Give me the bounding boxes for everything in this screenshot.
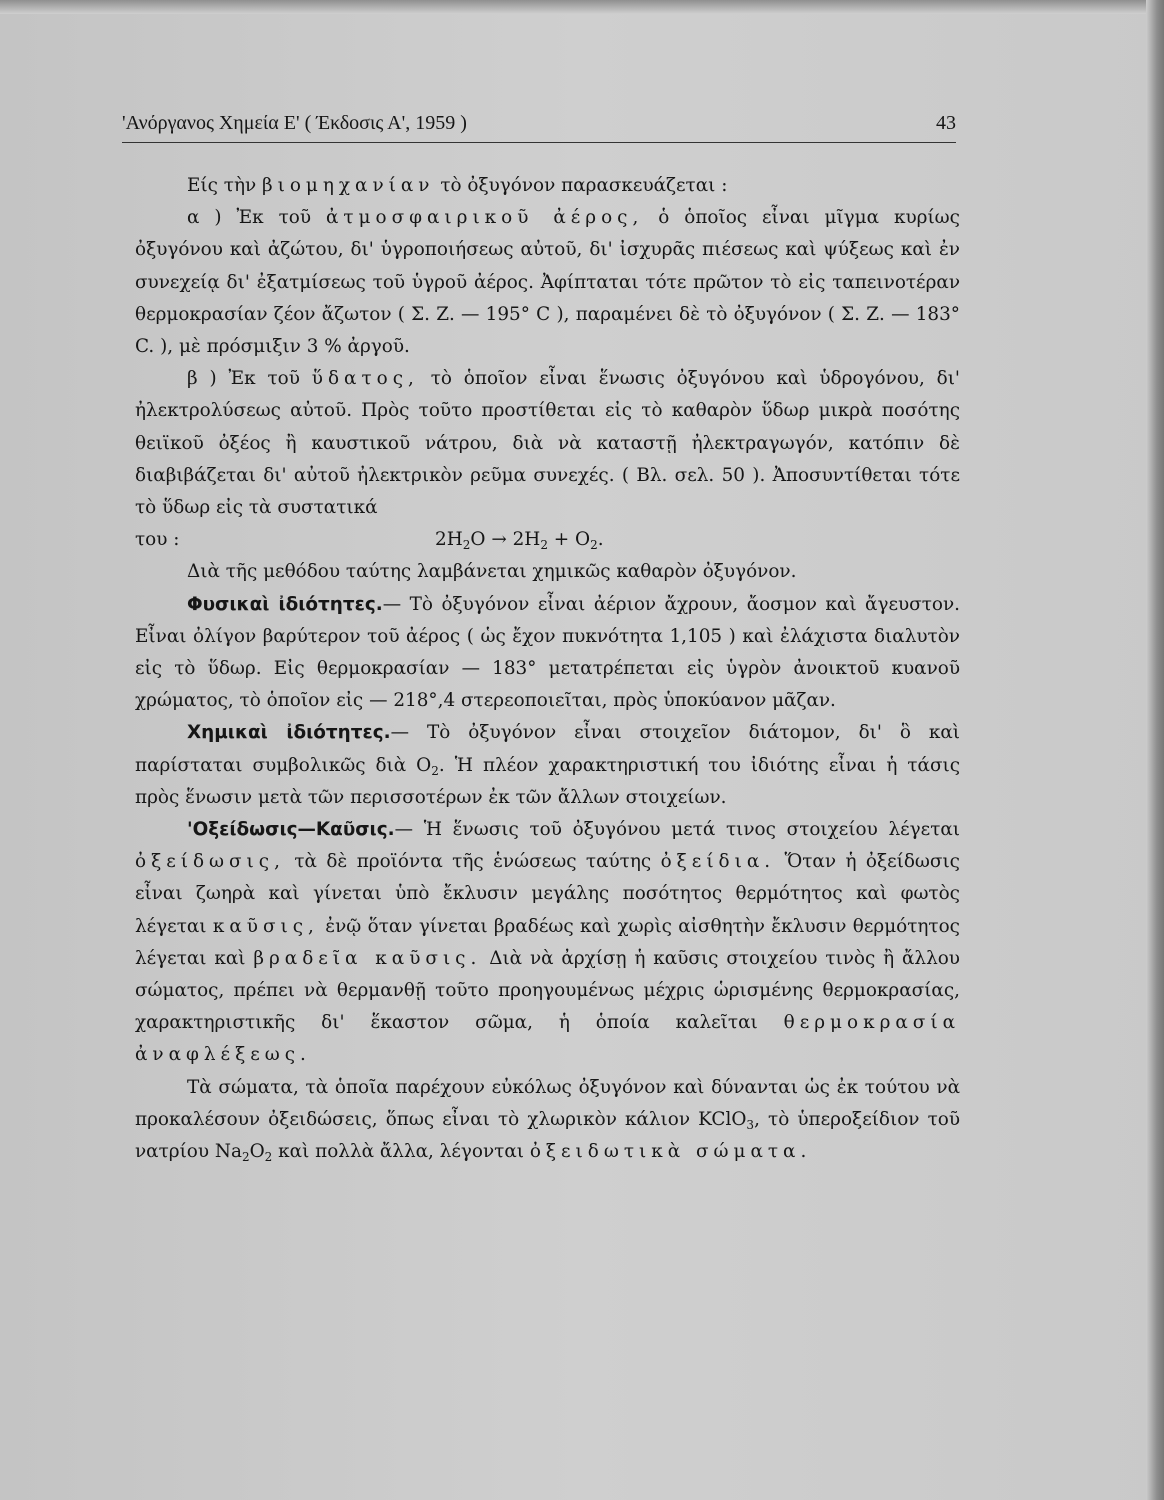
text-span: — Τὸ ὀξυγόνον εἶναι ἀέριον ἄχρουν, ἄοσμον καὶ ἄγευστον. Εἶναι ὀλίγον βαρύτερον τοῦ ἀέρος ( ὡς ἔχον πυκνότητα 1,105 ) καὶ ἐλάχιστα διαλυτὸν εἰς τὸ ὕδωρ. Εἰς θερμοκρασίαν — 183° μετατρέπεται εἰς ὑγρὸν ἀνοικτοῦ κυανοῦ χρώματος, τὸ ὁποῖον εἰς — 218°,4 στερεοποιεῖται, πρὸς ὑποκύανον μᾶζαν.	[135, 593, 960, 712]
formula-label: του :	[135, 529, 180, 551]
spaced-term: ὀξείδωσις,	[135, 851, 285, 873]
text-span: τὰ δὲ προϊόντα τῆς ἑνώσεως ταύτης	[294, 851, 652, 873]
paragraph-intro	[135, 170, 960, 202]
page-number: 43	[936, 112, 956, 134]
text-span: . Ἡ πλέον χαρακτηριστική του ἰδιότης εἶναι ἡ τάσις πρὸς ἕνωσιν μετὰ τῶν περισσοτέρων ἐκ τῶν ἄλλων στοιχείων.	[135, 754, 961, 808]
spaced-term: ὕδατος,	[311, 368, 419, 390]
formula-part: 2H	[435, 529, 463, 551]
text-span: ὁ ὁποῖος εἶναι μῖγμα κυρίως ὀξυγόνου καὶ ἀζώτου, δι' ὑγροποιήσεως αὐτοῦ, δι' ἰσχυρᾶς πιέσεως καὶ ψύξεως καὶ ἐν συνεχείᾳ δι' ἐξατμίσεως τοῦ ὑγροῦ ἀέρος. Ἀφίπταται τότε πρῶτον τὸ εἰς ταπεινοτέραν θερμοκρασίαν ζέον ἄζωτον ( Σ. Ζ. — 195° C ), παραμένει δὲ τὸ ὀξυγόνον ( Σ. Ζ. — 183° C. ), μὲ πρόσμιξιν 3 % ἀργοῦ.	[135, 207, 960, 358]
page-body	[135, 170, 960, 1168]
section-heading: Φυσικαὶ ἰδιότητες.	[187, 593, 383, 615]
electrolysis-equation	[135, 524, 960, 556]
formula-sub: 2	[540, 538, 548, 553]
section-heading: Χημικαὶ ἰδιότητες.	[187, 722, 391, 744]
text-span: — Τὸ ὀξυγόνον εἶναι στοιχεῖον διάτομον, δι' ὃ καὶ παρίσταται συμβολικῶς διὰ O	[135, 722, 961, 776]
formula-sub: 2	[590, 538, 598, 553]
text-span: β ) Ἐκ τοῦ	[187, 368, 300, 390]
paragraph-oxidation	[135, 814, 960, 1072]
formula-sub: 2	[264, 1150, 273, 1165]
text-span: α ) Ἐκ τοῦ	[187, 207, 312, 229]
paragraph-water	[135, 363, 960, 524]
running-header	[122, 112, 956, 143]
formula-part: + O	[547, 529, 591, 551]
text-span: Ὅταν ἡ ὀξείδωσις εἶναι ζωηρὰ καὶ γίνεται ὑπὸ ἔκλυσιν μεγάλης ποσότητος θερμότητος καὶ φωτὸς λέγεται	[135, 851, 960, 937]
formula-sub: 2	[462, 538, 471, 553]
paragraph-physical-properties	[135, 589, 960, 718]
section-heading: 'Οξείδωσις—Καῦσις.	[187, 819, 395, 841]
formula-part: O → 2H	[470, 529, 541, 551]
spaced-term: ὀξείδια.	[660, 851, 776, 873]
spaced-term: ἀτμοσφαιρικοῦ ἀέρος,	[325, 207, 644, 229]
spaced-term: βραδεῖα καῦσις.	[253, 947, 482, 969]
text-span: τὸ ὀξυγόνον παρασκευάζεται :	[440, 175, 728, 196]
paragraph-oxidizers	[135, 1072, 960, 1169]
text-span: καὶ πολλὰ ἄλλα, λέγονται	[278, 1141, 524, 1163]
spaced-term: βιομηχανίαν	[262, 175, 435, 196]
paragraph-chemical-properties	[135, 717, 960, 814]
formula-sub: 2	[241, 1150, 250, 1165]
paragraph-method: Διὰ τῆς μεθόδου ταύτης λαμβάνεται χημικῶς καθαρὸν ὀξυγόνον.	[187, 561, 797, 583]
formula-sub: 2	[431, 763, 439, 778]
running-title: 'Ανόργανος Χημεία Ε' ( Έκδοσις Α', 1959 )	[122, 112, 467, 134]
text-span: — Ἡ ἕνωσις τοῦ ὀξυγόνου μετά τινος στοιχείου λέγεται	[394, 819, 960, 841]
page-right-edge	[1146, 0, 1164, 1500]
text-span: O	[249, 1141, 265, 1163]
spaced-term: καῦσις,	[212, 915, 319, 937]
text-span: Διὰ νὰ ἀρχίσῃ ἡ καῦσις στοιχείου τινὸς ἢ ἄλλου σώματος, πρέπει νὰ θερμανθῇ τοῦτο προηγουμένως μέχρις ὡρισμένης θερμοκρασίας, χαρακτηριστικῆς δι' ἕκαστον σῶμα, ἡ ὁποία καλεῖται	[135, 947, 960, 1034]
formula-part: .	[597, 529, 604, 551]
text-span: , τὸ ὑπεροξείδιον τοῦ νατρίου Na	[135, 1108, 961, 1163]
spaced-term: ὀξειδωτικὰ σώματα.	[529, 1141, 812, 1163]
page-top-edge	[0, 0, 1164, 14]
text-span: ἐνῷ ὅταν γίνεται βραδέως καὶ χωρὶς αἰσθητὴν ἔκλυσιν θερμότητος λέγεται καὶ	[135, 915, 960, 969]
text-span: Τὰ σώματα, τὰ ὁποῖα παρέχουν εὐκόλως ὀξυγόνον καὶ δύνανται ὡς ἐκ τούτου νὰ προκαλέσουν ὀξειδώσεις, ὅπως εἶναι τὸ χλωρικὸν κάλιον KClO	[135, 1076, 960, 1130]
text-span: Είς τὴν	[187, 175, 257, 196]
text-span: τὸ ὁποῖον εἶναι ἕνωσις ὀξυγόνου καὶ ὑδρογόνου, δι' ἠλεκτρολύσεως αὐτοῦ. Πρὸς τοῦτο προστίθεται εἰς τὸ καθαρὸν ὕδωρ μικρὰ ποσότης θειϊκοῦ ὀξέος ἢ καυστικοῦ νάτρου, διὰ νὰ καταστῇ ἠλεκτραγωγόν, κατόπιν δὲ διαβιβάζεται δι' αὐτοῦ ἠλεκτρικὸν ρεῦμα συνεχές. ( Βλ. σελ. 50 ). Ἀποσυντίθεται τότε τὸ ὕδωρ εἰς τὰ συστατικά	[135, 368, 960, 519]
formula-sub: 3	[746, 1117, 755, 1132]
spaced-term: θερμοκρασία ἀναφλέξεως.	[135, 1012, 960, 1066]
paragraph-air	[135, 202, 960, 363]
